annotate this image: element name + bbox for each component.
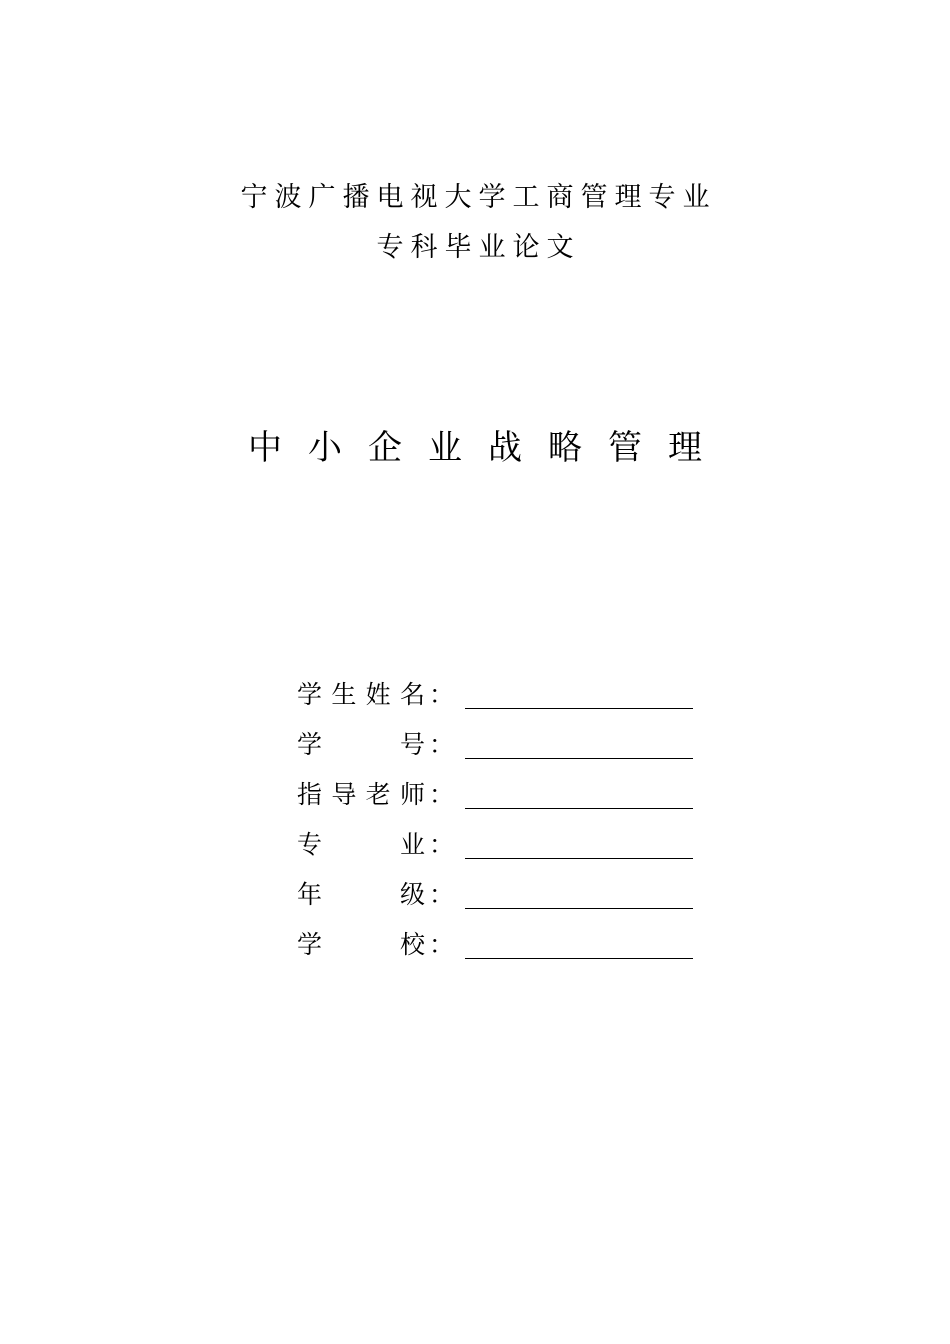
fill-in-line	[465, 808, 693, 809]
info-row-advisor	[297, 780, 697, 814]
info-row-student-name	[297, 680, 697, 714]
info-label-char: 级	[399, 880, 425, 909]
info-label	[297, 930, 425, 960]
university-heading: 宁波广播电视大学工商管理专业	[240, 182, 717, 213]
info-label	[297, 680, 425, 710]
info-label-char: 专	[297, 830, 323, 859]
fill-in-line	[465, 908, 693, 909]
info-label-char: 学	[297, 680, 323, 709]
info-label-char: 姓	[365, 680, 391, 709]
info-label-char: 指	[297, 780, 323, 809]
info-row-major	[297, 830, 697, 864]
info-label-char: 生	[331, 680, 357, 709]
info-label	[297, 730, 425, 760]
info-row-school	[297, 930, 697, 964]
info-label-char: 学	[297, 730, 323, 759]
info-label-char: 业	[399, 830, 425, 859]
info-colon: ：	[429, 730, 455, 759]
info-label-char: 学	[297, 930, 323, 959]
thesis-title: 中小企业战略管理	[248, 428, 728, 468]
info-colon: ：	[429, 780, 455, 809]
info-colon: ：	[429, 880, 455, 909]
info-label	[297, 830, 425, 860]
info-label-char: 校	[399, 930, 425, 959]
info-colon: ：	[429, 680, 455, 709]
info-label-char: 号	[399, 730, 425, 759]
fill-in-line	[465, 708, 693, 709]
info-label-char: 导	[331, 780, 357, 809]
info-label-char: 师	[399, 780, 425, 809]
info-label-char: 年	[297, 880, 323, 909]
info-colon: ：	[429, 930, 455, 959]
info-label-char: 名	[399, 680, 425, 709]
degree-heading: 专科毕业论文	[376, 232, 581, 263]
info-label	[297, 780, 425, 810]
fill-in-line	[465, 758, 693, 759]
info-label-char: 老	[365, 780, 391, 809]
fill-in-line	[465, 958, 693, 959]
info-colon: ：	[429, 830, 455, 859]
info-row-student-id	[297, 730, 697, 764]
info-row-grade	[297, 880, 697, 914]
fill-in-line	[465, 858, 693, 859]
info-label	[297, 880, 425, 910]
